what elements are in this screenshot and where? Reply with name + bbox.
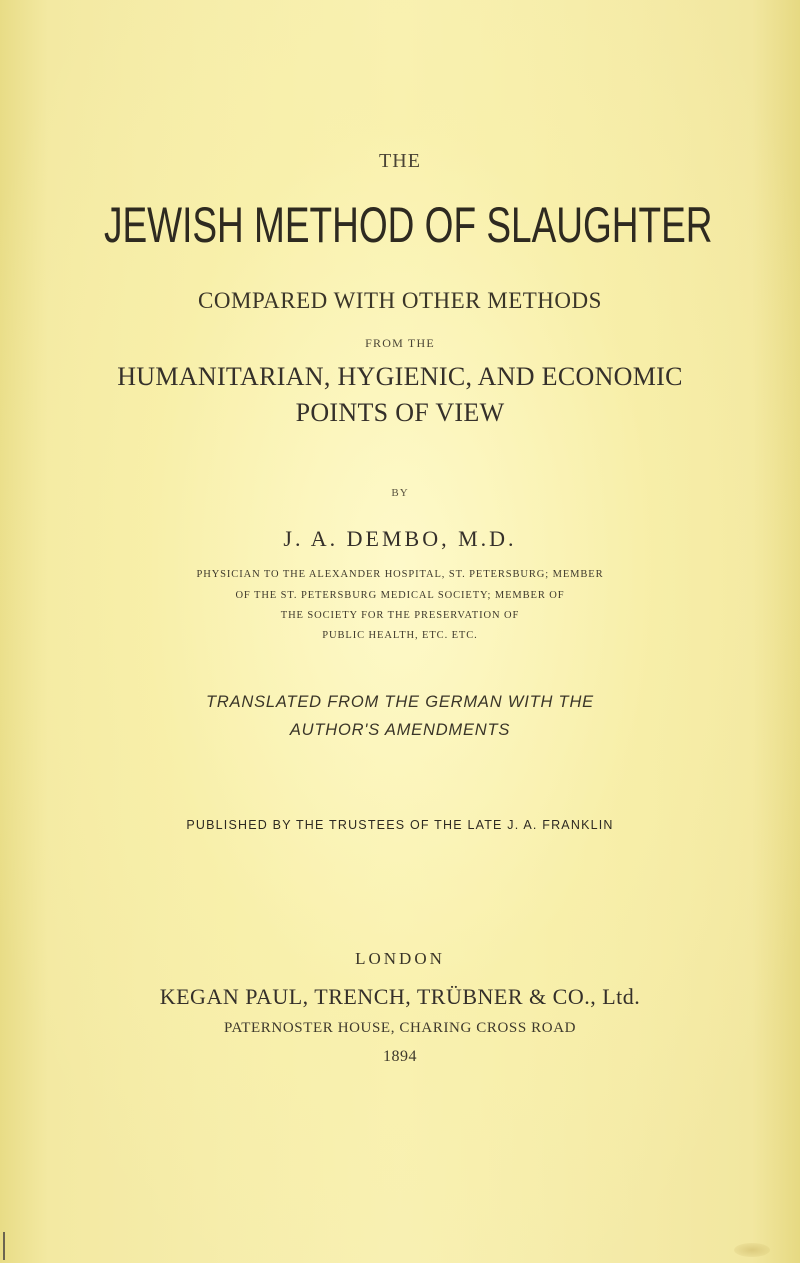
author-credentials-line: OF THE ST. PETERSBURG MEDICAL SOCIETY; MEMBER OF bbox=[235, 590, 565, 601]
author-credentials-line: PUBLIC HEALTH, ETC. ETC. bbox=[322, 630, 478, 641]
page-edge-mark bbox=[3, 1232, 5, 1260]
author-credentials-line: THE SOCIETY FOR THE PRESERVATION OF bbox=[280, 610, 520, 621]
subtitle-points-line-2: POINTS OF VIEW bbox=[295, 398, 505, 427]
author-credentials-line: PHYSICIAN TO THE ALEXANDER HOSPITAL, ST. PETERSBURG; MEMBER bbox=[196, 569, 604, 580]
imprint-year: 1894 bbox=[383, 1048, 417, 1065]
title-article: THE bbox=[379, 150, 421, 172]
imprint-address: PATERNOSTER HOUSE, CHARING CROSS ROAD bbox=[223, 1020, 577, 1036]
paper-stain bbox=[734, 1243, 770, 1257]
translation-note-line: TRANSLATED FROM THE GERMAN WITH THE bbox=[206, 693, 594, 711]
imprint-publisher: KEGAN PAUL, TRENCH, TRÜBNER & CO., Ltd. bbox=[159, 984, 641, 1009]
translation-note-line: AUTHOR'S AMENDMENTS bbox=[289, 721, 511, 739]
author-name: J. A. DEMBO, M.D. bbox=[283, 526, 517, 551]
subtitle-compared: COMPARED WITH OTHER METHODS bbox=[198, 288, 602, 313]
subtitle-from-the: FROM THE bbox=[365, 336, 435, 350]
by-label: BY bbox=[391, 487, 409, 499]
subtitle-points-line-1: HUMANITARIAN, HYGIENIC, AND ECONOMIC bbox=[117, 362, 683, 391]
published-by-note: PUBLISHED BY THE TRUSTEES OF THE LATE J. A. FRANKLIN bbox=[186, 818, 614, 832]
imprint-city: LONDON bbox=[355, 949, 445, 968]
main-title: JEWISH METHOD OF SLAUGHTER bbox=[104, 197, 713, 253]
